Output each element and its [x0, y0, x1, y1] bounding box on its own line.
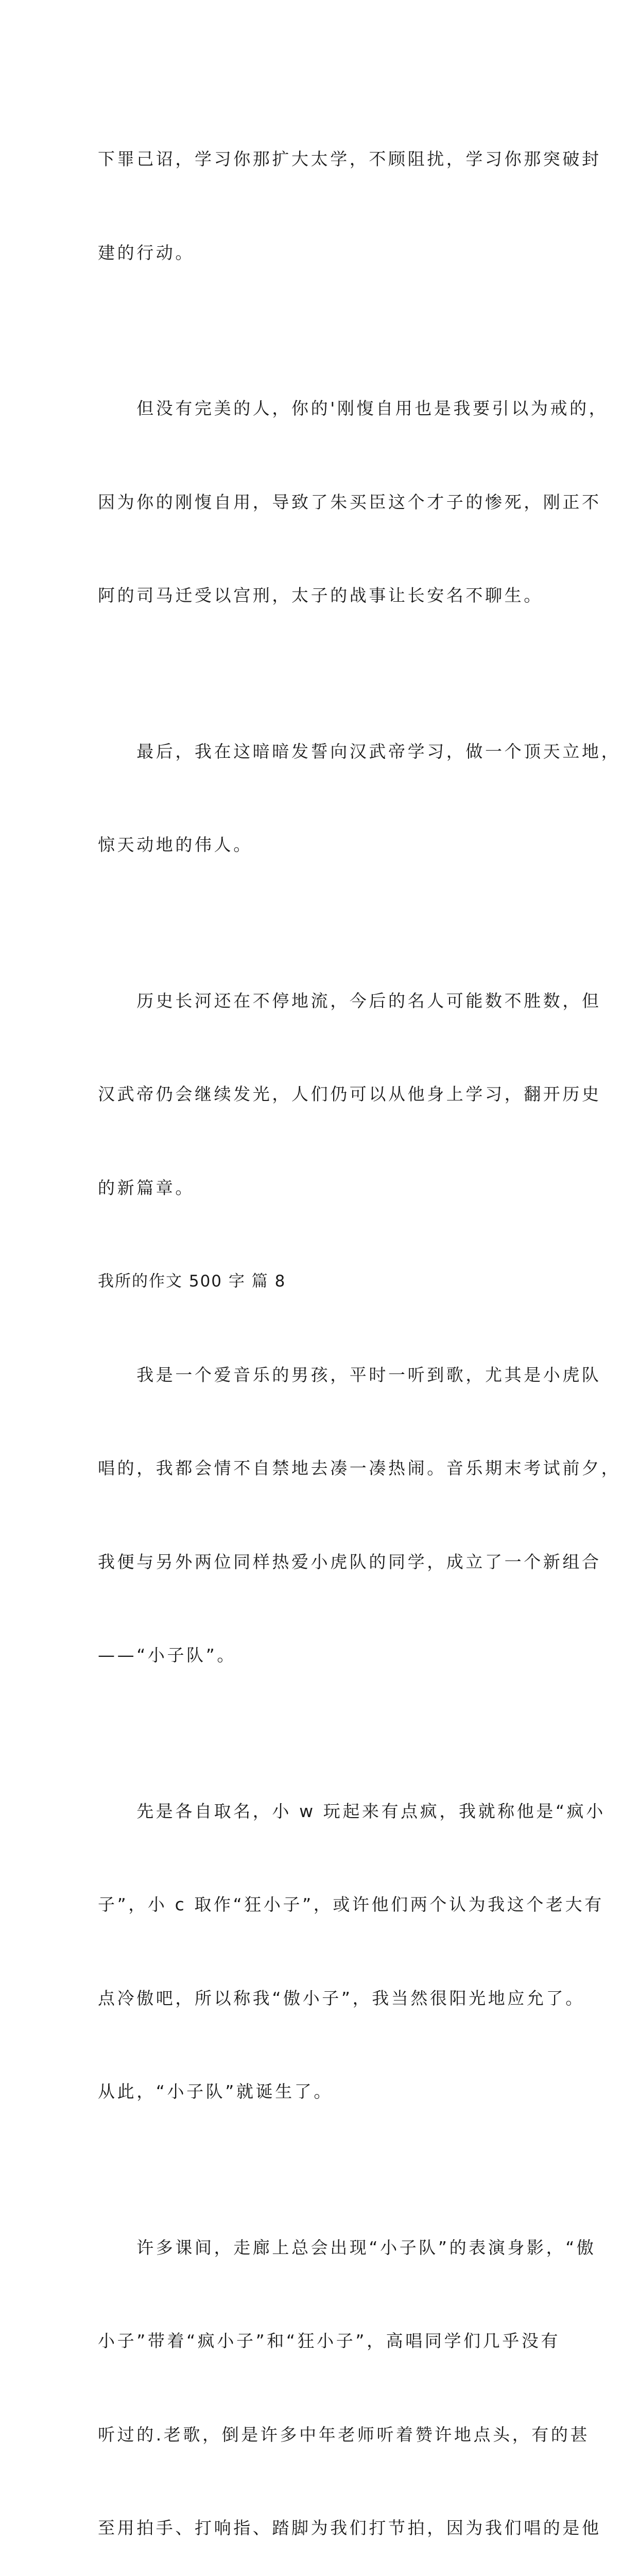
text-line: 先是各自取名，小 w 玩起来有点疯，我就称他是“疯小: [98, 1796, 551, 1827]
text-line: 阿的司马迁受以宫刑，太子的战事让长安名不聊生。: [98, 580, 551, 612]
text-line: 许多课间，走廊上总会出现“小子队”的表演身影，“傲: [98, 2232, 551, 2264]
text-line: 唱的，我都会情不自禁地去凑一凑热闹。音乐期末考试前夕，: [98, 1453, 551, 1484]
text-line: 我便与另外两位同样热爱小虎队的同学，成立了一个新组合: [98, 1547, 551, 1578]
text-line: 最后，我在这暗暗发誓向汉武帝学习，做一个顶天立地，: [98, 736, 551, 768]
paragraph-1: [98, 81, 551, 331]
text-line: 我是一个爱音乐的男孩，平时一听到歌，尤其是小虎队: [98, 1360, 551, 1391]
text-line: 因为你的刚愎自用，导致了朱买臣这个才子的惨死，刚正不: [98, 487, 551, 518]
paragraph-5: [98, 1297, 551, 1734]
text-line: 汉武帝仍会继续发光，人们仍可以从他身上学习，翻开历史: [98, 1079, 551, 1110]
text-line: 惊天动地的伟人。: [98, 829, 551, 861]
text-line: 下罪己诏，学习你那扩大太学，不顾阻扰，学习你那突破封: [98, 144, 551, 175]
text-line: 但没有完美的人，你的'刚愎自用也是我要引以为戒的，: [98, 393, 551, 425]
text-line: 历史长河还在不停地流，今后的名人可能数不胜数，但: [98, 986, 551, 1017]
paragraph-2: [98, 331, 551, 674]
text-line: 建的行动。: [98, 238, 551, 269]
paragraph-3: [98, 674, 551, 923]
text-line: 至用拍手、打响指、踏脚为我们打节拍，因为我们唱的是他: [98, 2513, 551, 2544]
text-line: 小子”带着“疯小子”和“狂小子”，高唱同学们几乎没有: [98, 2326, 551, 2357]
section-heading: 我所的作文 500 字 篇 8: [98, 1266, 551, 1297]
paragraph-6: [98, 1734, 551, 2170]
text-line: ——“小子队”。: [98, 1640, 551, 1671]
paragraph-7: [98, 2170, 551, 2576]
document-page: [98, 81, 551, 2576]
text-line: 点冷傲吧，所以称我“傲小子”，我当然很阳光地应允了。: [98, 1983, 551, 2014]
text-line: 听过的.老歌，倒是许多中年老师听着赞许地点头，有的甚: [98, 2419, 551, 2451]
text-line: 从此，“小子队”就诞生了。: [98, 2076, 551, 2108]
paragraph-4: [98, 923, 551, 1266]
text-line: 的新篇章。: [98, 1173, 551, 1204]
text-line: 子”，小 c 取作“狂小子”，或许他们两个认为我这个老大有: [98, 1889, 551, 1921]
